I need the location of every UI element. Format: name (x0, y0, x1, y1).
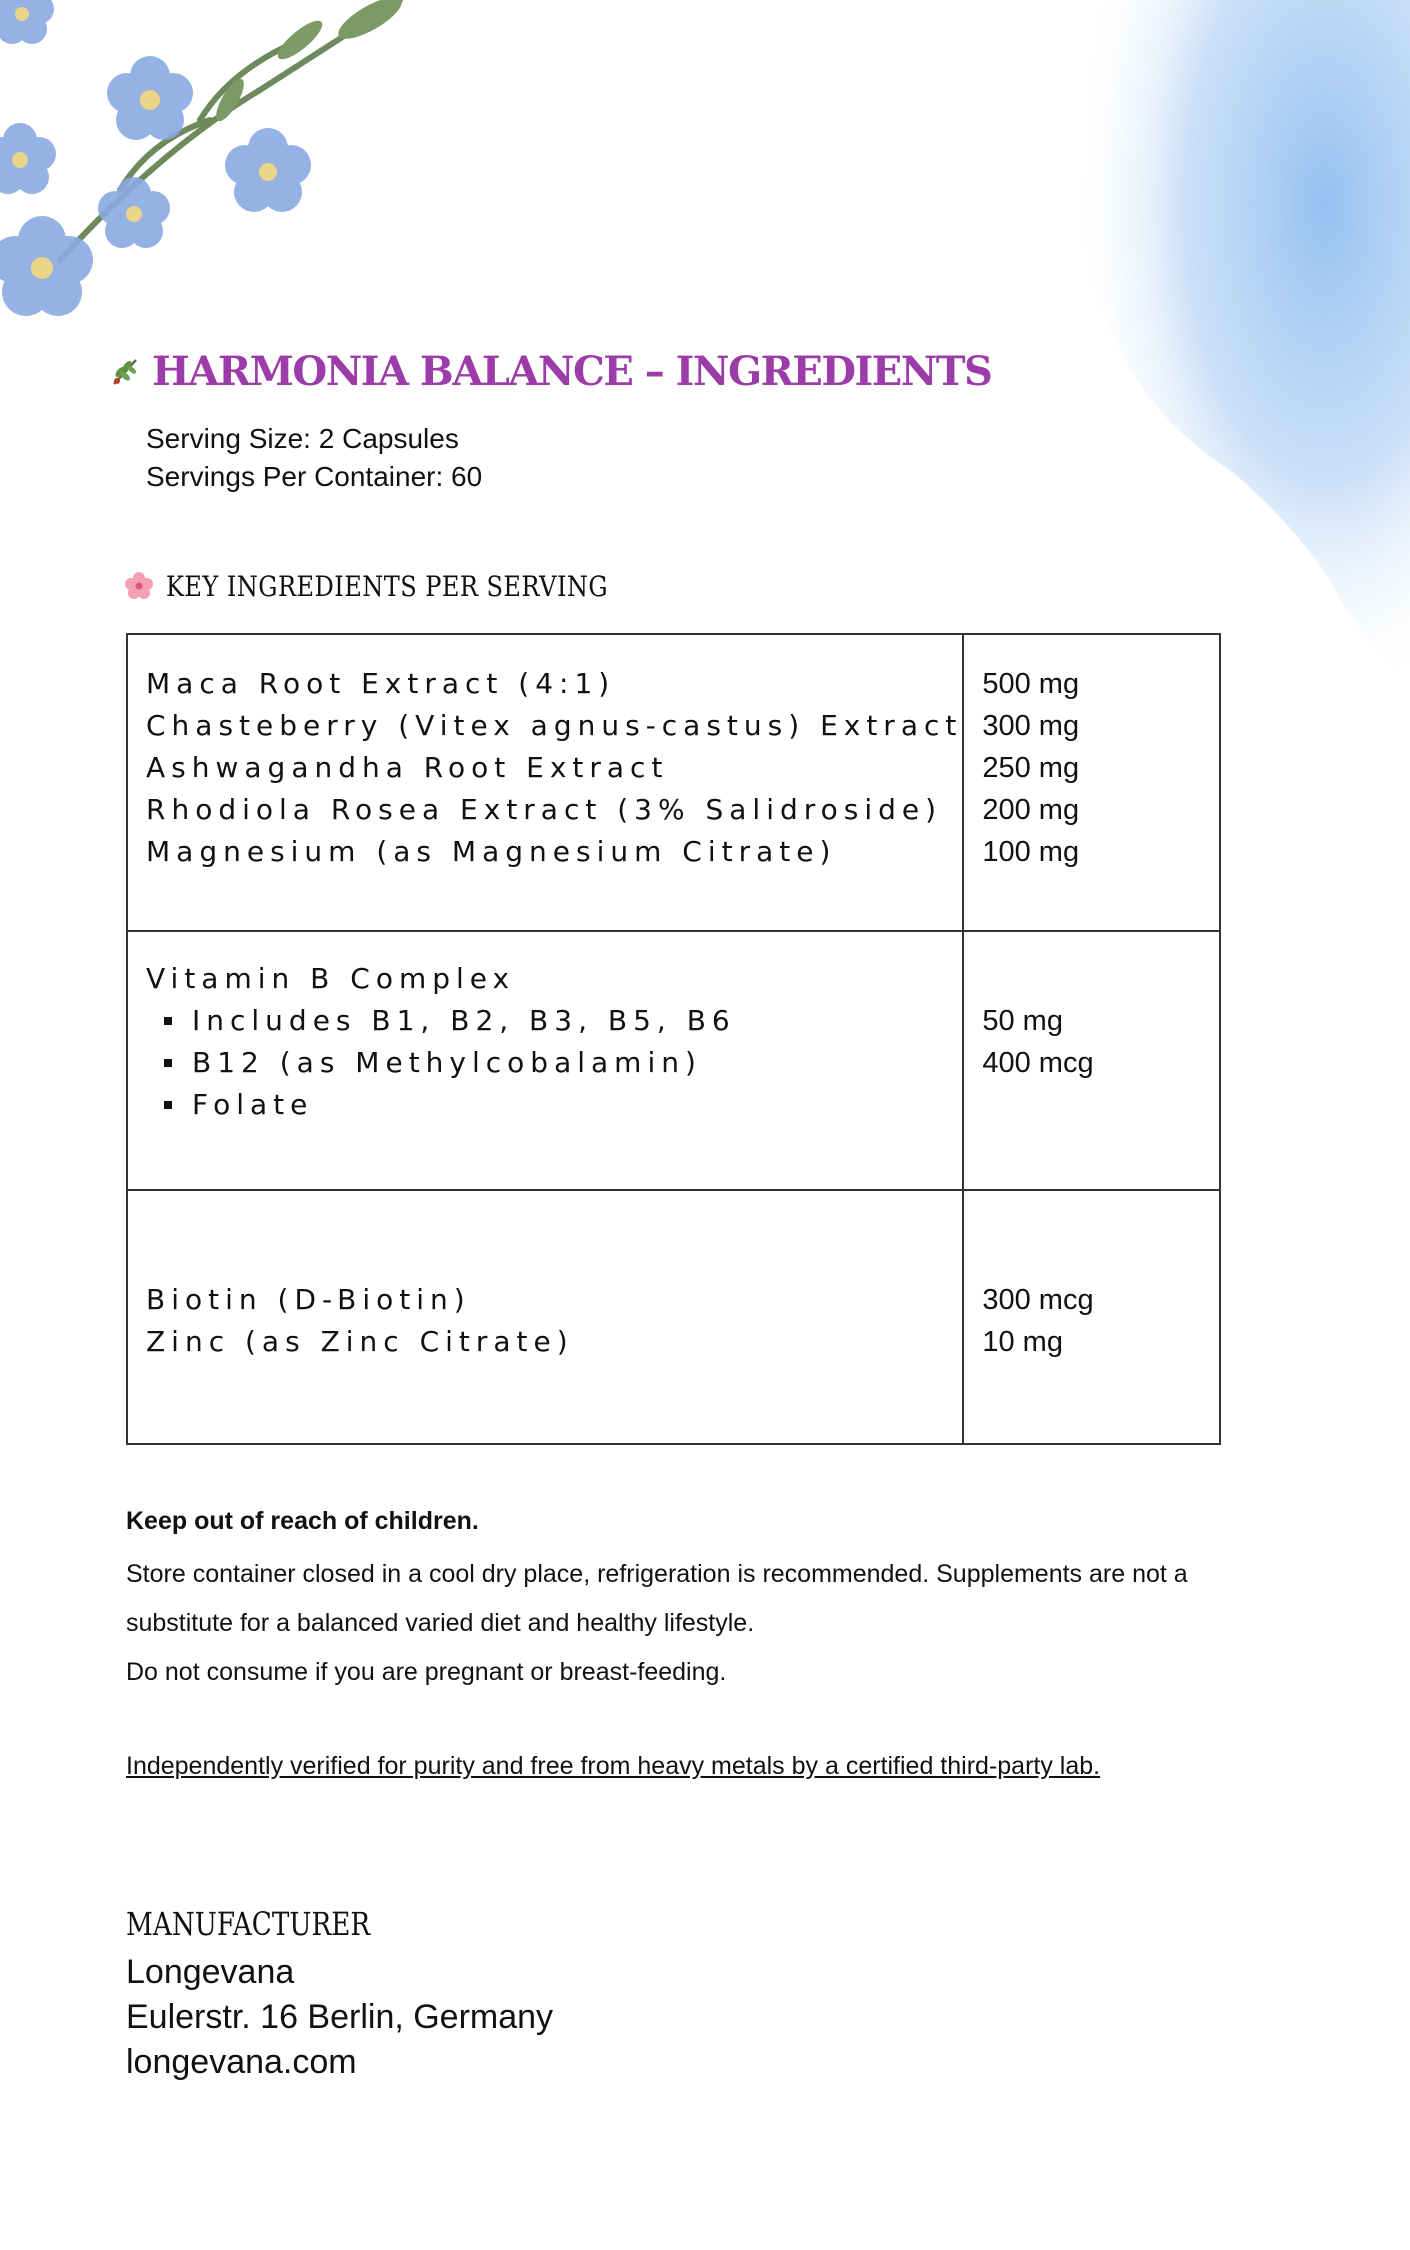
ingredient-name: Chasteberry (Vitex agnus-castus) Extract (146, 709, 963, 742)
herb-sprig-icon (108, 354, 142, 388)
title-text: HARMONIA BALANCE – INGREDIENTS (152, 347, 992, 395)
serving-info (146, 420, 482, 496)
ingredients-table (126, 633, 1221, 1445)
servings-per-container: Servings Per Container: 60 (146, 461, 483, 492)
manufacturer-name: Longevana (126, 1953, 295, 1991)
ingredient-amount: 400 mcg (982, 1047, 1094, 1079)
ingredient-names-cell (127, 1190, 963, 1444)
ingredient-names-cell (127, 931, 963, 1190)
section-title: KEY INGREDIENTS PER SERVING (166, 569, 609, 603)
manufacturer-heading: MANUFACTURER (126, 1905, 371, 1943)
ingredient-name: Magnesium (as Magnesium Citrate) (146, 835, 837, 868)
ingredient-amount: 250 mg (982, 752, 1080, 784)
table-row (127, 931, 1220, 1190)
manufacturer-address: Eulerstr. 16 Berlin, Germany (126, 1998, 554, 2036)
ingredient-amounts-cell (963, 931, 1220, 1190)
verification-note: Independently verified for purity and free from heavy metals by a certified third-party lab. (126, 1752, 1101, 1780)
sub-ingredient-list (146, 1000, 962, 1126)
ingredient-amount: 200 mg (982, 794, 1080, 826)
ingredient-amounts-cell (963, 1190, 1220, 1444)
pregnancy-note: Do not consume if you are pregnant or breast-feeding. (126, 1658, 727, 1686)
pink-blossom-icon (124, 571, 154, 601)
table-row (127, 634, 1220, 931)
ingredient-name: Zinc (as Zinc Citrate) (146, 1325, 574, 1358)
storage-note: Store container closed in a cool dry place, refrigeration is recommended. Supplements are not a substitute for a balanced varied diet and healthy lifestyle. (126, 1560, 1188, 1637)
ingredient-amount: 50 mg (982, 1005, 1063, 1037)
ingredient-amount: 300 mcg (982, 1284, 1094, 1316)
forget-me-not-flowers-decoration (0, 0, 420, 360)
manufacturer-info (126, 1950, 553, 2085)
page-title (108, 343, 1008, 399)
list-item: Folate (146, 1084, 962, 1126)
ingredient-name: Ashwagandha Root Extract (146, 751, 669, 784)
ingredient-amount: 100 mg (982, 836, 1080, 868)
section-heading (124, 566, 680, 606)
ingredient-amount: 300 mg (982, 710, 1080, 742)
ingredient-name: Rhodiola Rosea Extract (3% Salidroside) (146, 793, 943, 826)
list-item: B12 (as Methylcobalamin) (146, 1042, 962, 1084)
ingredient-names-cell (127, 634, 963, 931)
list-item: Includes B1, B2, B3, B5, B6 (146, 1000, 962, 1042)
ingredient-amount: 500 mg (982, 668, 1080, 700)
ingredient-name: Maca Root Extract (4:1) (146, 667, 616, 700)
usage-notes (126, 1550, 1246, 1697)
ingredient-group-heading: Vitamin B Complex (146, 962, 516, 995)
ingredient-amounts-cell (963, 634, 1220, 931)
serving-size: Serving Size: 2 Capsules (146, 423, 459, 454)
blue-watercolor-wash-decoration (1030, 0, 1410, 720)
manufacturer-website: longevana.com (126, 2043, 357, 2081)
table-row (127, 1190, 1220, 1444)
ingredient-amount: 10 mg (982, 1326, 1063, 1358)
children-warning: Keep out of reach of children. (126, 1507, 479, 1535)
ingredient-name: Biotin (D-Biotin) (146, 1283, 471, 1316)
